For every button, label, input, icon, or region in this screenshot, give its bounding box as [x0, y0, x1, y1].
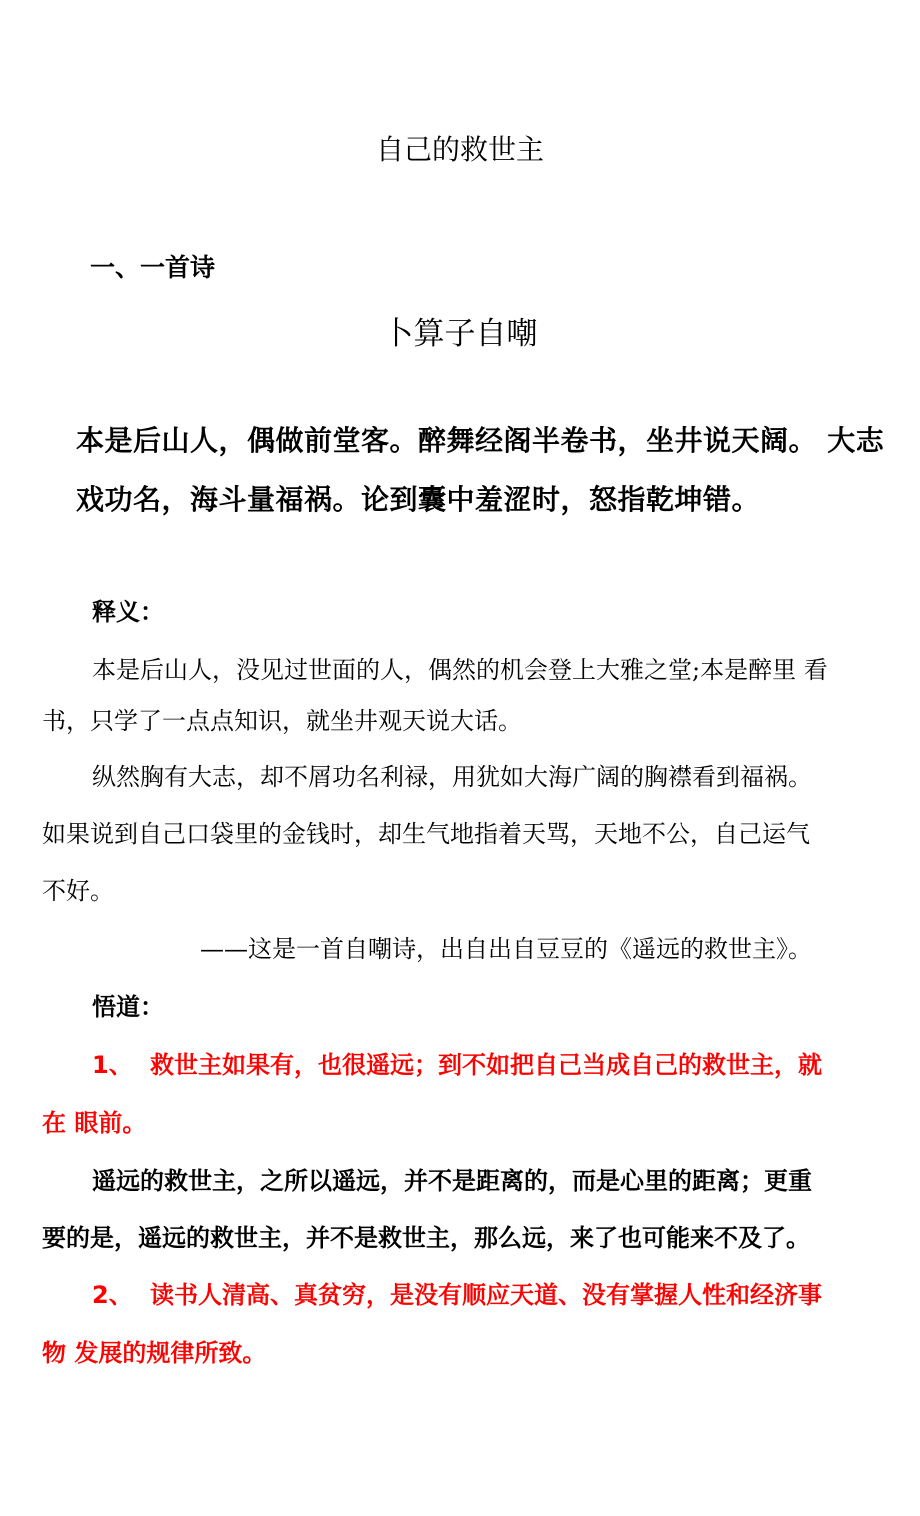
- section-heading: 一、一首诗: [90, 253, 216, 282]
- paragraph-line-1: 遥远的救世主，之所以遥远，并不是距离的，而是心里的距离；更重: [92, 1167, 812, 1195]
- point-1-number: 1、: [92, 1051, 133, 1079]
- enlightenment-label: 悟道：: [92, 993, 164, 1021]
- point-1-line-2: 在 眼前。: [42, 1109, 147, 1137]
- interpretation-line-1: 本是后山人，没见过世面的人，偶然的机会登上大雅之堂;本是醉里 看: [92, 656, 828, 684]
- point-2-line-2: 物 发展的规律所致。: [42, 1339, 267, 1367]
- poem-title: 卜算子自嘲: [382, 316, 538, 352]
- document-title: 自己的救世主: [375, 133, 544, 166]
- point-1-line-1: 救世主如果有，也很遥远；到不如把自己当成自己的救世主，就: [150, 1051, 822, 1079]
- paragraph-line-2: 要的是，遥远的救世主，并不是救世主，那么远，来了也可能来不及了。: [42, 1224, 810, 1252]
- interpretation-label: 释义：: [92, 598, 164, 626]
- interpretation-line-2: 书，只学了一点点知识，就坐井观天说大话。: [42, 707, 522, 735]
- interpretation-line-5: 不好。: [42, 877, 114, 905]
- poem-line-2: 戏功名，海斗量福祸。论到囊中羞涩时，怒指乾坤错。: [76, 483, 761, 516]
- poem-source: ——这是一首自嘲诗，出自出自豆豆的《遥远的救世主》。: [200, 935, 812, 963]
- poem-line-1: 本是后山人，偶做前堂客。醉舞经阁半卷书，坐井说天阔。 大志: [76, 424, 885, 457]
- point-2-number: 2、: [92, 1281, 133, 1309]
- point-2-line-1: 读书人清高、真贫穷，是没有顺应天道、没有掌握人性和经济事: [150, 1281, 822, 1309]
- interpretation-line-4: 如果说到自己口袋里的金钱时，却生气地指着天骂，天地不公，自己运气: [42, 820, 810, 848]
- interpretation-line-3: 纵然胸有大志，却不屑功名利禄，用犹如大海广阔的胸襟看到福祸。: [92, 763, 812, 791]
